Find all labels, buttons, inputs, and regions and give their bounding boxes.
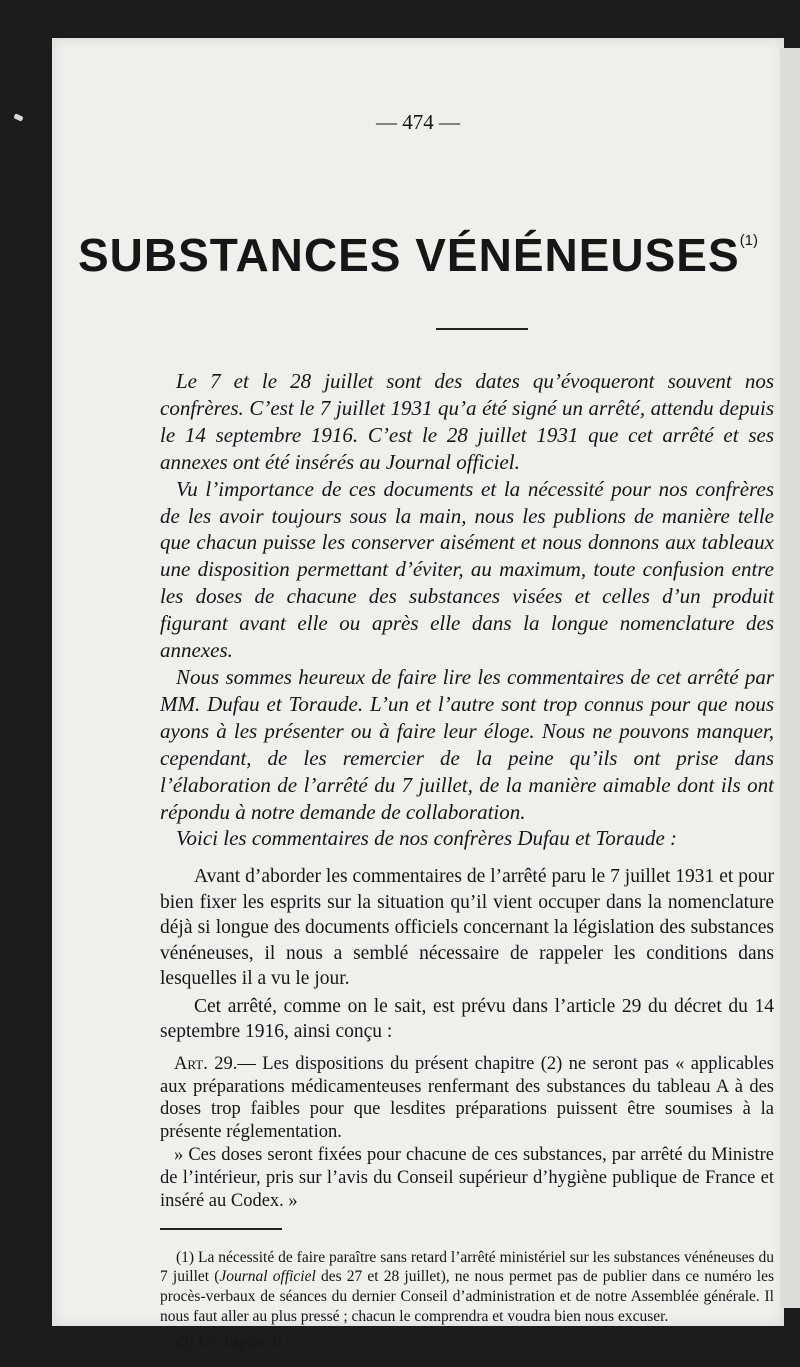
body-paragraph: Avant d’aborder les commentaires de l’arrêté paru le 7 juillet 1931 et pour bien fixer les esprits sur la situation qu’il vient occuper dans la nomenclature déjà si longue des documents officiels concernant la législation des substances vénéneuses, il nous a semblé nécessaire de rappeler les conditions dans lesquelles il a vu le jour. [160,866,774,990]
editorial-intro [160,368,774,852]
article-paragraph: » Ces doses seront fixées pour chacune de ces substances, par arrêté du Ministre de l’intérieur, pris sur l’avis du Conseil supérieur d’hygiène publique de France et inséré au Codex. » [160,1145,774,1211]
body-paragraph: Cet arrêté, comme on le sait, est prévu dans l’article 29 du décret du 14 septembre 1916, ainsi conçu : [160,995,774,1043]
next-page-edge [780,48,800,1308]
intro-paragraph: Vu l’importance de ces documents et la nécessité pour nos confrères de les avoir toujours sous la main, nous les publions de manière telle que chacun puisse les conserver aisément et nous donnons aux tableaux une disposition permettant d’éviter, au maximum, toute confusion entre les doses de chacune des substances visées et celles d’un produit figurant avant elle ou après elle dans la longue nomenclature des annexes. [160,476,774,663]
footnote-italic: Journal officiel [219,1268,316,1286]
title-footnote-ref: (1) [739,232,759,249]
intro-paragraph: Le 7 et le 28 juillet sont des dates qu’évoqueront souvent nos confrères. C’est le 7 juillet 1931 qu’a été signé un arrêté, attendu depuis le 14 septembre 1916. C’est le 28 juillet 1931 que cet arrêté et ses annexes ont été insérés au Journal officiel. [160,369,774,474]
quoted-article [160,1053,774,1213]
intro-paragraph: Voici les commentaires de nos confrères Dufau et Toraude : [176,826,678,851]
commentary [160,864,774,1045]
scan-mark [13,113,23,121]
footnote: (1) La nécessité de faire paraître sans retard l’arrêté ministériel sur les substances vénéneuses du 7 juillet (Journal officiel des 27 et 28 juillet), ne nous permet pas de publier dans ce numéro les procès-verbaux de séances du dernier Conseil d’administration et de notre Assemblée générale. Il nous faut aller au plus pressé ; chacun le comprendra et voudra bien nous excuser. [160,1248,775,1325]
footnote-divider [160,1228,282,1230]
title-divider [436,328,528,330]
title-text: SUBSTANCES VÉNÉNEUSES [77,229,740,281]
footnotes [160,1248,774,1353]
page-number: — 474 — [376,110,460,134]
article-label: Art. 29. [174,1053,238,1074]
intro-paragraph: Nous sommes heureux de faire lire les commentaires de cet arrêté par MM. Dufau et Toraude. L’un et l’autre sont trop connus pour que nous ayons à les présenter ou à faire leur éloge. Nous ne pouvons manquer, cependant, de les remercier de la peine qu’ils ont prise dans l’élaboration de l’arrêté du 7 juillet, de la manière aimable dont ils ont répondu à notre demande de collaboration. [160,664,774,824]
page-title [52,228,784,282]
article-paragraph [160,1053,774,1144]
article-text: — Les dispositions du présent chapitre (2) ne seront pas « applicables aux préparations médicamenteuses renfermant des substances du tableau A à des doses trop faibles pour que lesdites préparations puissent être soumises à la présente réglementation. [160,1053,774,1143]
article-body [160,368,774,1353]
footnote: (2) Le chapitre II. [176,1334,287,1352]
document-page [52,38,784,1352]
